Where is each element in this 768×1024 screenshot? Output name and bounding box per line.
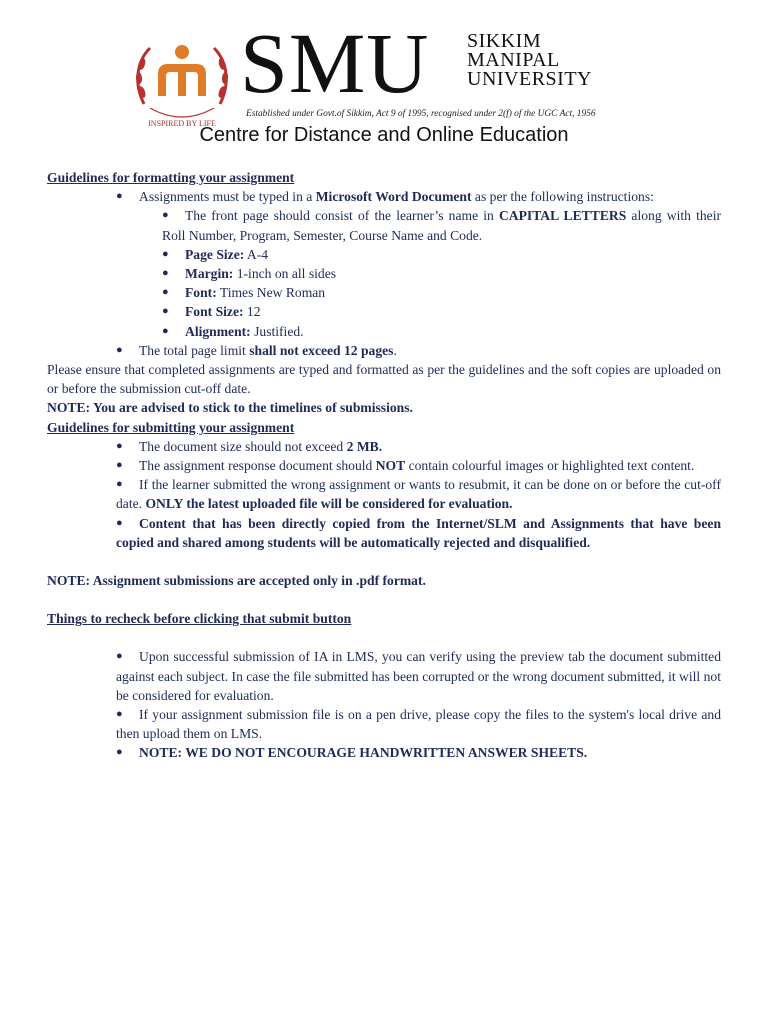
bullet-icon: ● — [162, 209, 169, 222]
section-heading-recheck: Things to recheck before clicking that submit button — [47, 611, 352, 627]
smu-emblem-logo — [128, 34, 236, 134]
emblem-motto: INSPIRED BY LIFE — [148, 119, 216, 128]
bullet-icon: ● — [162, 305, 169, 318]
list-item: ● Font: Times New Roman — [162, 283, 721, 302]
spacer — [47, 628, 721, 647]
university-line-2: MANIPAL — [467, 49, 560, 71]
spacer — [47, 590, 721, 609]
bullet-icon: ● — [116, 190, 123, 203]
university-line-1: SIKKIM — [467, 30, 542, 52]
list-item: ● Assignments must be typed in a Microsoft Word Document as per the following instructions: — [116, 187, 721, 206]
centre-title: Centre for Distance and Online Education — [199, 124, 569, 146]
brand-wordmark: SMU — [240, 15, 430, 111]
establishment-tagline: Established under Govt.of Sikkim, Act 9 of 1995, recognised under 2(f) of the UGC Act, 1956 — [246, 109, 596, 119]
recheck-list — [116, 647, 721, 762]
list-item: ● The total page limit shall not exceed 12 pages. — [116, 341, 721, 360]
formatting-sublist — [162, 206, 721, 340]
bullet-icon: ● — [116, 478, 123, 491]
university-line-3: UNIVERSITY — [467, 68, 592, 90]
list-item: ● The front page should consist of the learner’s name in CAPITAL LETTERS along with their Roll Number, Program, Semester, Course Name and Code. — [162, 208, 721, 243]
bullet-icon: ● — [162, 286, 169, 299]
bullet-icon: ● — [116, 343, 123, 356]
bullet-icon: ● — [162, 267, 169, 280]
list-item: ● The document size should not exceed 2 MB. — [116, 437, 721, 456]
list-item: ● Font Size: 12 — [162, 302, 721, 321]
bullet-icon: ● — [116, 650, 123, 663]
spacer — [47, 552, 721, 571]
list-item: ● The assignment response document should NOT contain colourful images or highlighted text content. — [116, 456, 721, 475]
list-item: ● Margin: 1-inch on all sides — [162, 264, 721, 283]
section-heading-formatting: Guidelines for formatting your assignment — [47, 170, 295, 185]
formatting-paragraph: Please ensure that completed assignments are typed and formatted as per the guidelines and the soft copies are uploaded on or before the submission cut-off date. — [47, 362, 721, 397]
bullet-icon: ● — [116, 439, 123, 452]
formatting-list — [116, 187, 721, 206]
pdf-format-note: NOTE: Assignment submissions are accepted only in .pdf format. — [47, 573, 426, 589]
list-item: ● Page Size: A-4 — [162, 245, 721, 264]
list-item: ● Content that has been directly copied from the Internet/SLM and Assignments that have been copied and shared among students will be automatically rejected and disqualified. — [116, 515, 721, 550]
formatting-list-continued — [116, 341, 721, 360]
list-item: ● If the learner submitted the wrong assignment or wants to resubmit, it can be done on or before the cut-off date. ONLY the latest uploaded file will be considered for evaluation. — [116, 477, 721, 512]
submitting-list — [116, 437, 721, 552]
university-name — [467, 32, 592, 89]
list-item: ● If your assignment submission file is on a pen drive, please copy the files to the system's local drive and then upload them on LMS. — [116, 707, 721, 742]
bullet-icon: ● — [116, 708, 123, 721]
bullet-icon: ● — [162, 247, 169, 260]
list-item: ● Alignment: Justified. — [162, 322, 721, 341]
bullet-icon: ● — [116, 459, 123, 472]
section-heading-submitting: Guidelines for submitting your assignment — [47, 419, 295, 435]
bullet-icon: ● — [162, 324, 169, 337]
timeline-note: NOTE: You are advised to stick to the timelines of submissions. — [47, 400, 413, 416]
document-body — [47, 168, 721, 763]
bullet-icon: ● — [116, 516, 123, 529]
list-item: ● NOTE: WE DO NOT ENCOURAGE HANDWRITTEN ANSWER SHEETS. — [116, 743, 721, 762]
bullet-icon: ● — [116, 746, 123, 759]
list-item: ● Upon successful submission of IA in LMS, you can verify using the preview tab the document submitted against each subject. In case the file submitted has been corrupted or the wrong document submitted, it will not be considered for evaluation. — [116, 649, 721, 703]
letterhead — [0, 15, 768, 128]
